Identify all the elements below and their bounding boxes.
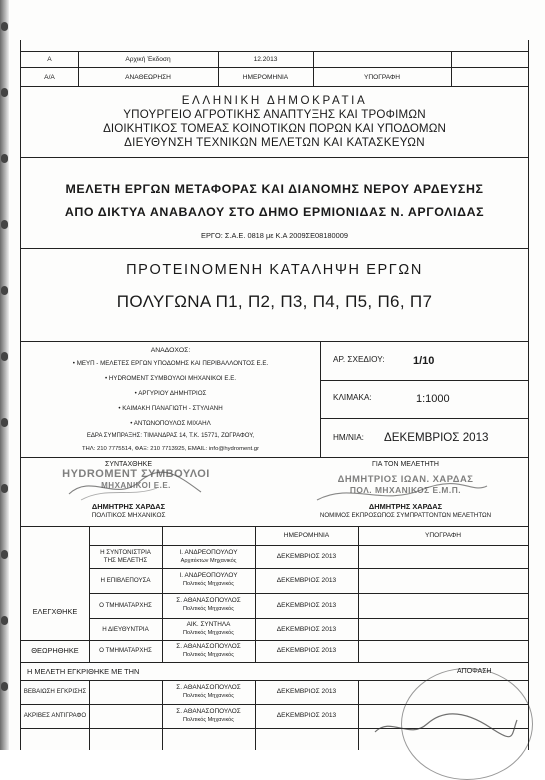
approval-name: Σ. ΑΘΑΝΑΣΟΠΟΥΛΟΣ bbox=[176, 684, 241, 691]
approval-date: ΔΕΚΕΜΒΡΙΟΣ 2013 bbox=[276, 712, 337, 719]
punch-hole bbox=[1, 682, 8, 691]
signature-scribble bbox=[371, 706, 521, 746]
prepared-heading: ΣΥΝΤΑΧΘΗΚΕ bbox=[105, 461, 152, 468]
approval-title: Πολιτικός Μηχανικός bbox=[183, 693, 234, 699]
reviewed-name: Σ. ΑΘΑΝΑΣΟΠΟΥΛΟΣ bbox=[176, 643, 241, 650]
sheet-date: ΔΕΚΕΜΒΡΙΟΣ 2013 bbox=[384, 431, 489, 444]
revision-description: Αρχική Έκδοση bbox=[125, 56, 171, 63]
engineer-stamp: ΔΗΜΗΤΡΙΟΣ ΙΩΑΝ. ΧΑΡΔΑΣ bbox=[337, 473, 474, 484]
decision-label: ΑΠΟΦΑΣΗ bbox=[457, 668, 492, 675]
contractor-address: ΕΔΡΑ ΣΥΜΠΡΑΞΗΣ: ΤΙΜΑΝΔΡΑΣ 14, Τ.Κ. 15771, ΖΩΓΡΑΦΟΥ, bbox=[86, 433, 255, 439]
punch-hole bbox=[1, 418, 8, 427]
punch-hole bbox=[1, 88, 8, 97]
punch-hole bbox=[1, 550, 8, 559]
reviewed-label: ΘΕΩΡΗΘΗΚΕ bbox=[31, 646, 79, 655]
company-stamp-line: ΜΗΧΑΝΙΚΟΙ Ε.Ε. bbox=[101, 481, 171, 490]
check-name: Ι. ΑΝΔΡΕΟΠΟΥΛΟΥ bbox=[179, 549, 238, 556]
revision-id: A bbox=[47, 56, 52, 63]
checks-date-header: ΗΜΕΡΟΜΗΝΙΑ bbox=[283, 532, 330, 539]
contractor-contact: ΤΗΛ: 210 7775514, ΦΑΞ: 210 7713925, EMAIL: info@hydroment.gr bbox=[81, 446, 260, 452]
reviewed-role: Ο ΤΜΗΜΑΤΑΡΧΗΣ bbox=[99, 647, 152, 654]
for-designer-heading: ΓΙΑ ΤΟΝ ΜΕΛΕΤΗΤΗ bbox=[371, 461, 439, 468]
drawing-subtitle: ΠΟΛΥΓΩΝΑ Π1, Π2, Π3, Π4, Π5, Π6, Π7 bbox=[116, 292, 433, 311]
project-title-line-2: ΑΠΟ ΔΙΚΤΥΑ ΑΝΑΒΑΛΟΥ ΣΤΟ ΔΗΜΟ ΕΡΜΙΟΝΙΔΑΣ Ν. ΑΡΓΟΛΙΔΑΣ bbox=[64, 205, 485, 219]
check-role: Η ΣΥΝΤΟΝΙΣΤΡΙΑ bbox=[100, 549, 151, 556]
contractor-heading: ΑΝΑΔΟΧΟΣ: bbox=[150, 347, 191, 354]
drawing-title: ΠΡΟΤΕΙΝΟΜΕΝΗ ΚΑΤΑΛΗΨΗ ΕΡΓΩΝ bbox=[126, 262, 423, 278]
authority-line-3: ΔΙΟΙΚΗΤΙΚΟΣ ΤΟΜΕΑΣ ΚΟΙΝΟΤΙΚΩΝ ΠΟΡΩΝ ΚΑΙ ΥΠΟΔΟΜΩΝ bbox=[103, 122, 446, 135]
drawing-number-label: ΑΡ. ΣΧΕΔΙΟΥ: bbox=[333, 355, 385, 364]
punch-hole bbox=[1, 352, 8, 361]
date-label: ΗΜ/ΝΙΑ: bbox=[333, 433, 364, 442]
drawing-number: 1/10 bbox=[413, 355, 435, 367]
check-title: Πολιτικός Μηχανικός bbox=[183, 606, 234, 612]
check-name: Ι. ΑΝΔΡΕΟΠΟΥΛΟΥ bbox=[179, 572, 238, 579]
check-title: Πολιτικός Μηχανικός bbox=[183, 630, 234, 636]
engineer-stamp-line: ΠΟΛ. ΜΗΧΑΝΙΚΟΣ Ε.Μ.Π. bbox=[349, 485, 462, 495]
check-role: ΤΗΣ ΜΕΛΕΤΗΣ bbox=[103, 557, 148, 564]
approval-title: Πολιτικός Μηχανικός bbox=[183, 717, 234, 723]
revision-date-header: ΗΜΕΡΟΜΗΝΙΑ bbox=[242, 74, 289, 81]
revision-description-header: ΑΝΑΘΕΩΡΗΣΗ bbox=[125, 74, 171, 81]
signature-scribble bbox=[61, 468, 211, 506]
punch-hole bbox=[1, 286, 8, 295]
project-title-line-1: ΜΕΛΕΤΗ ΕΡΓΩΝ ΜΕΤΑΦΟΡΑΣ ΚΑΙ ΔΙΑΝΟΜΗΣ ΝΕΡΟΥ ΑΡΔΕΥΣΗΣ bbox=[65, 182, 484, 196]
contractor-member: • HYDROMENT ΣΥΜΒΟΥΛΟΙ ΜΗΧΑΝΙΚΟΙ Ε.Ε. bbox=[104, 375, 237, 382]
check-role: Ο ΤΜΗΜΑΤΑΡΧΗΣ bbox=[99, 602, 152, 609]
check-title: Αρχιτέκτων Μηχανικός bbox=[180, 558, 237, 564]
check-name: ΑΙΚ. ΣΥΝΤΗΛΑ bbox=[186, 621, 231, 628]
representative-name: ΔΗΜΗΤΡΗΣ ΧΑΡΔΑΣ bbox=[368, 502, 443, 511]
revision-id-header: Α/Α bbox=[44, 74, 55, 81]
scale-label: ΚΛΙΜΑΚΑ: bbox=[333, 393, 372, 402]
check-date: ΔΕΚΕΜΒΡΙΟΣ 2013 bbox=[276, 553, 337, 560]
approval-date: ΔΕΚΕΜΒΡΙΟΣ 2013 bbox=[276, 688, 337, 695]
punch-hole bbox=[1, 154, 8, 163]
contractor-member: • ΜΕΥΠ - ΜΕΛΕΤΕΣ ΕΡΓΩΝ ΥΠΟΔΟΜΗΣ ΚΑΙ ΠΕΡΙΒΑΛΛΟΝΤΟΣ Ε.Ε. bbox=[72, 360, 269, 367]
prepared-by-name: ΔΗΜΗΤΡΗΣ ΧΑΡΔΑΣ bbox=[91, 502, 166, 511]
check-name: Σ. ΑΘΑΝΑΣΟΠΟΥΛΟΣ bbox=[176, 597, 241, 604]
approved-label: Η ΜΕΛΕΤΗ ΕΓΚΡΙΘΗΚΕ ΜΕ ΤΗΝ bbox=[27, 667, 140, 676]
authority-line-1: ΕΛΛΗΝΙΚΗ ΔΗΜΟΚΡΑΤΙΑ bbox=[181, 94, 368, 107]
representative-role: ΝΟΜΙΜΟΣ ΕΚΠΡΟΣΩΠΟΣ ΣΥΜΠΡΑΤΤΟΝΤΩΝ ΜΕΛΕΤΗΤΩΝ bbox=[319, 512, 492, 519]
authority-line-2: ΥΠΟΥΡΓΕΙΟ ΑΓΡΟΤΙΚΗΣ ΑΝΑΠΤΥΞΗΣ ΚΑΙ ΤΡΟΦΙΜΩΝ bbox=[123, 108, 426, 121]
reviewed-title: Πολιτικός Μηχανικός bbox=[183, 652, 234, 658]
project-code: ΕΡΓΟ: Σ.Α.Ε. 0818 με Κ.Α 2009ΣΕ08180009 bbox=[201, 231, 348, 240]
scale-value: 1:1000 bbox=[416, 393, 450, 405]
approval-label: ΑΚΡΙΒΕΣ ΑΝΤΙΓΡΑΦΟ bbox=[23, 712, 87, 719]
prepared-by-role: ΠΟΛΙΤΙΚΟΣ ΜΗΧΑΝΙΚΟΣ bbox=[91, 512, 166, 519]
check-role: Η ΕΠΙΒΛΕΠΟΥΣΑ bbox=[100, 577, 151, 584]
contractor-member: • ΑΡΓΥΡΙΟΥ ΔΗΜΗΤΡΙΟΣ bbox=[134, 390, 207, 397]
checks-signature-header: ΥΠΟΓΡΑΦΗ bbox=[424, 532, 462, 539]
contractor-member: • ΑΝΤΩΝΟΠΟΥΛΟΣ ΜΙΧΑΗΛ bbox=[130, 420, 211, 427]
check-date: ΔΕΚΕΜΒΡΙΟΣ 2013 bbox=[276, 626, 337, 633]
revision-date: 12.2013 bbox=[253, 56, 278, 63]
authority-line-4: ΔΙΕΥΘΥΝΣΗ ΤΕΧΝΙΚΩΝ ΜΕΛΕΤΩΝ ΚΑΙ ΚΑΤΑΣΚΕΥΩΝ bbox=[124, 136, 425, 149]
check-date: ΔΕΚΕΜΒΡΙΟΣ 2013 bbox=[276, 602, 337, 609]
punch-hole bbox=[1, 22, 8, 31]
approval-label: ΒΕΒΑΙΩΣΗ ΕΓΚΡΙΣΗΣ bbox=[23, 688, 87, 695]
contractor-member: • ΚΑΙΜΑΚΗ ΠΑΝΑΓΙΩΤΗ - ΣΤΥΛΙΑΝΗ bbox=[118, 405, 223, 412]
punch-hole bbox=[1, 616, 8, 625]
title-block bbox=[20, 40, 529, 750]
punch-hole bbox=[1, 220, 8, 229]
check-role: Η ΔΙΕΥΘΥΝΤΡΙΑ bbox=[102, 626, 149, 633]
punch-hole bbox=[1, 484, 8, 493]
approval-name: Σ. ΑΘΑΝΑΣΟΠΟΥΛΟΣ bbox=[176, 708, 241, 715]
check-date: ΔΕΚΕΜΒΡΙΟΣ 2013 bbox=[276, 577, 337, 584]
company-stamp: HYDROMENT ΣΥΜΒΟΥΛΟΙ bbox=[62, 468, 210, 480]
checked-label: ΕΛΕΓΧΘΗΚΕ bbox=[32, 607, 78, 616]
check-title: Πολιτικός Μηχανικός bbox=[183, 581, 234, 587]
punch-holes bbox=[1, 0, 9, 750]
revision-signature-header: ΥΠΟΓΡΑΦΗ bbox=[363, 74, 401, 81]
reviewed-date: ΔΕΚΕΜΒΡΙΟΣ 2013 bbox=[276, 647, 337, 654]
